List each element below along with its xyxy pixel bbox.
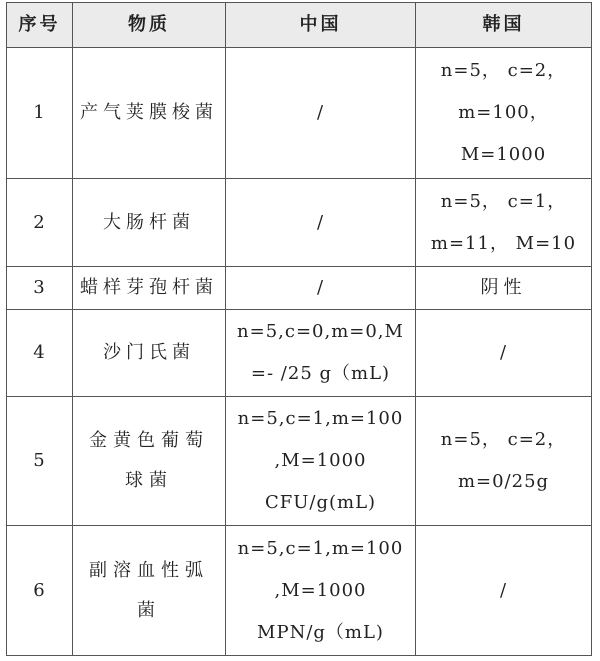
korea-line: / (499, 342, 508, 363)
cell-china (226, 48, 416, 179)
header-substance: 物质 (73, 3, 226, 48)
korea-line: m=11， M=10 (430, 232, 577, 254)
table-row (7, 526, 592, 656)
cell-korea (416, 397, 592, 526)
cell-serial-number: 2 (7, 179, 73, 267)
china-line: / (316, 277, 325, 298)
substance-line: 产气荚膜梭菌 (80, 102, 218, 123)
cell-serial-number: 5 (7, 397, 73, 526)
table-row (7, 267, 592, 310)
cell-substance (73, 397, 226, 526)
korea-line: M=1000 (460, 144, 547, 165)
cell-china (226, 310, 416, 397)
substance-line: 金黄色葡萄 (89, 430, 209, 451)
china-line: ,M=1000 (274, 579, 367, 601)
cell-china (226, 267, 416, 310)
china-line: CFU/g(mL) (264, 492, 377, 513)
substance-line: 菌 (137, 599, 161, 621)
korea-line: m=0/25g (457, 471, 550, 492)
china-line: / (316, 102, 325, 123)
table-row (7, 179, 592, 267)
cell-korea (416, 267, 592, 310)
table-row (7, 310, 592, 397)
korea-line: n=5， c=2， (440, 429, 567, 450)
cell-china (226, 397, 416, 526)
china-line: =- /25 g（mL) (250, 363, 391, 384)
cell-serial-number: 1 (7, 48, 73, 179)
korea-line: n=5， c=2， (440, 60, 567, 81)
korea-line: n=5， c=1， (440, 190, 567, 212)
comparison-table-wrapper (6, 2, 592, 656)
substance-line: 蜡样芽孢杆菌 (80, 277, 218, 298)
header-china: 中国 (226, 3, 416, 48)
cell-china (226, 526, 416, 656)
china-line: n=5,c=1,m=100 (237, 408, 404, 429)
china-line: ,M=1000 (274, 450, 367, 471)
cell-china (226, 179, 416, 267)
cell-serial-number: 4 (7, 310, 73, 397)
microbial-limits-table (6, 2, 592, 656)
cell-substance (73, 48, 226, 179)
cell-korea (416, 526, 592, 656)
china-line: / (316, 211, 325, 233)
substance-line: 沙门氏菌 (103, 342, 195, 363)
china-line: n=5,c=1,m=100 (237, 537, 404, 559)
cell-korea (416, 179, 592, 267)
table-row (7, 397, 592, 526)
cell-korea (416, 310, 592, 397)
korea-line: / (499, 579, 508, 601)
header-row (7, 3, 592, 48)
cell-substance (73, 526, 226, 656)
china-line: n=5,c=0,m=0,M (237, 321, 404, 342)
substance-line: 副溶血性弧 (89, 559, 209, 581)
korea-line: m=100， (458, 102, 549, 123)
korea-line: 阴性 (480, 277, 527, 298)
table-row (7, 48, 592, 179)
header-serial-number: 序号 (7, 3, 73, 48)
cell-substance (73, 310, 226, 397)
cell-substance (73, 267, 226, 310)
cell-serial-number: 6 (7, 526, 73, 656)
header-korea: 韩国 (416, 3, 592, 48)
cell-korea (416, 48, 592, 179)
substance-line: 大肠杆菌 (103, 211, 195, 233)
cell-substance (73, 179, 226, 267)
china-line: MPN/g（mL) (257, 621, 384, 643)
cell-serial-number: 3 (7, 267, 73, 310)
substance-line: 球菌 (125, 470, 173, 491)
